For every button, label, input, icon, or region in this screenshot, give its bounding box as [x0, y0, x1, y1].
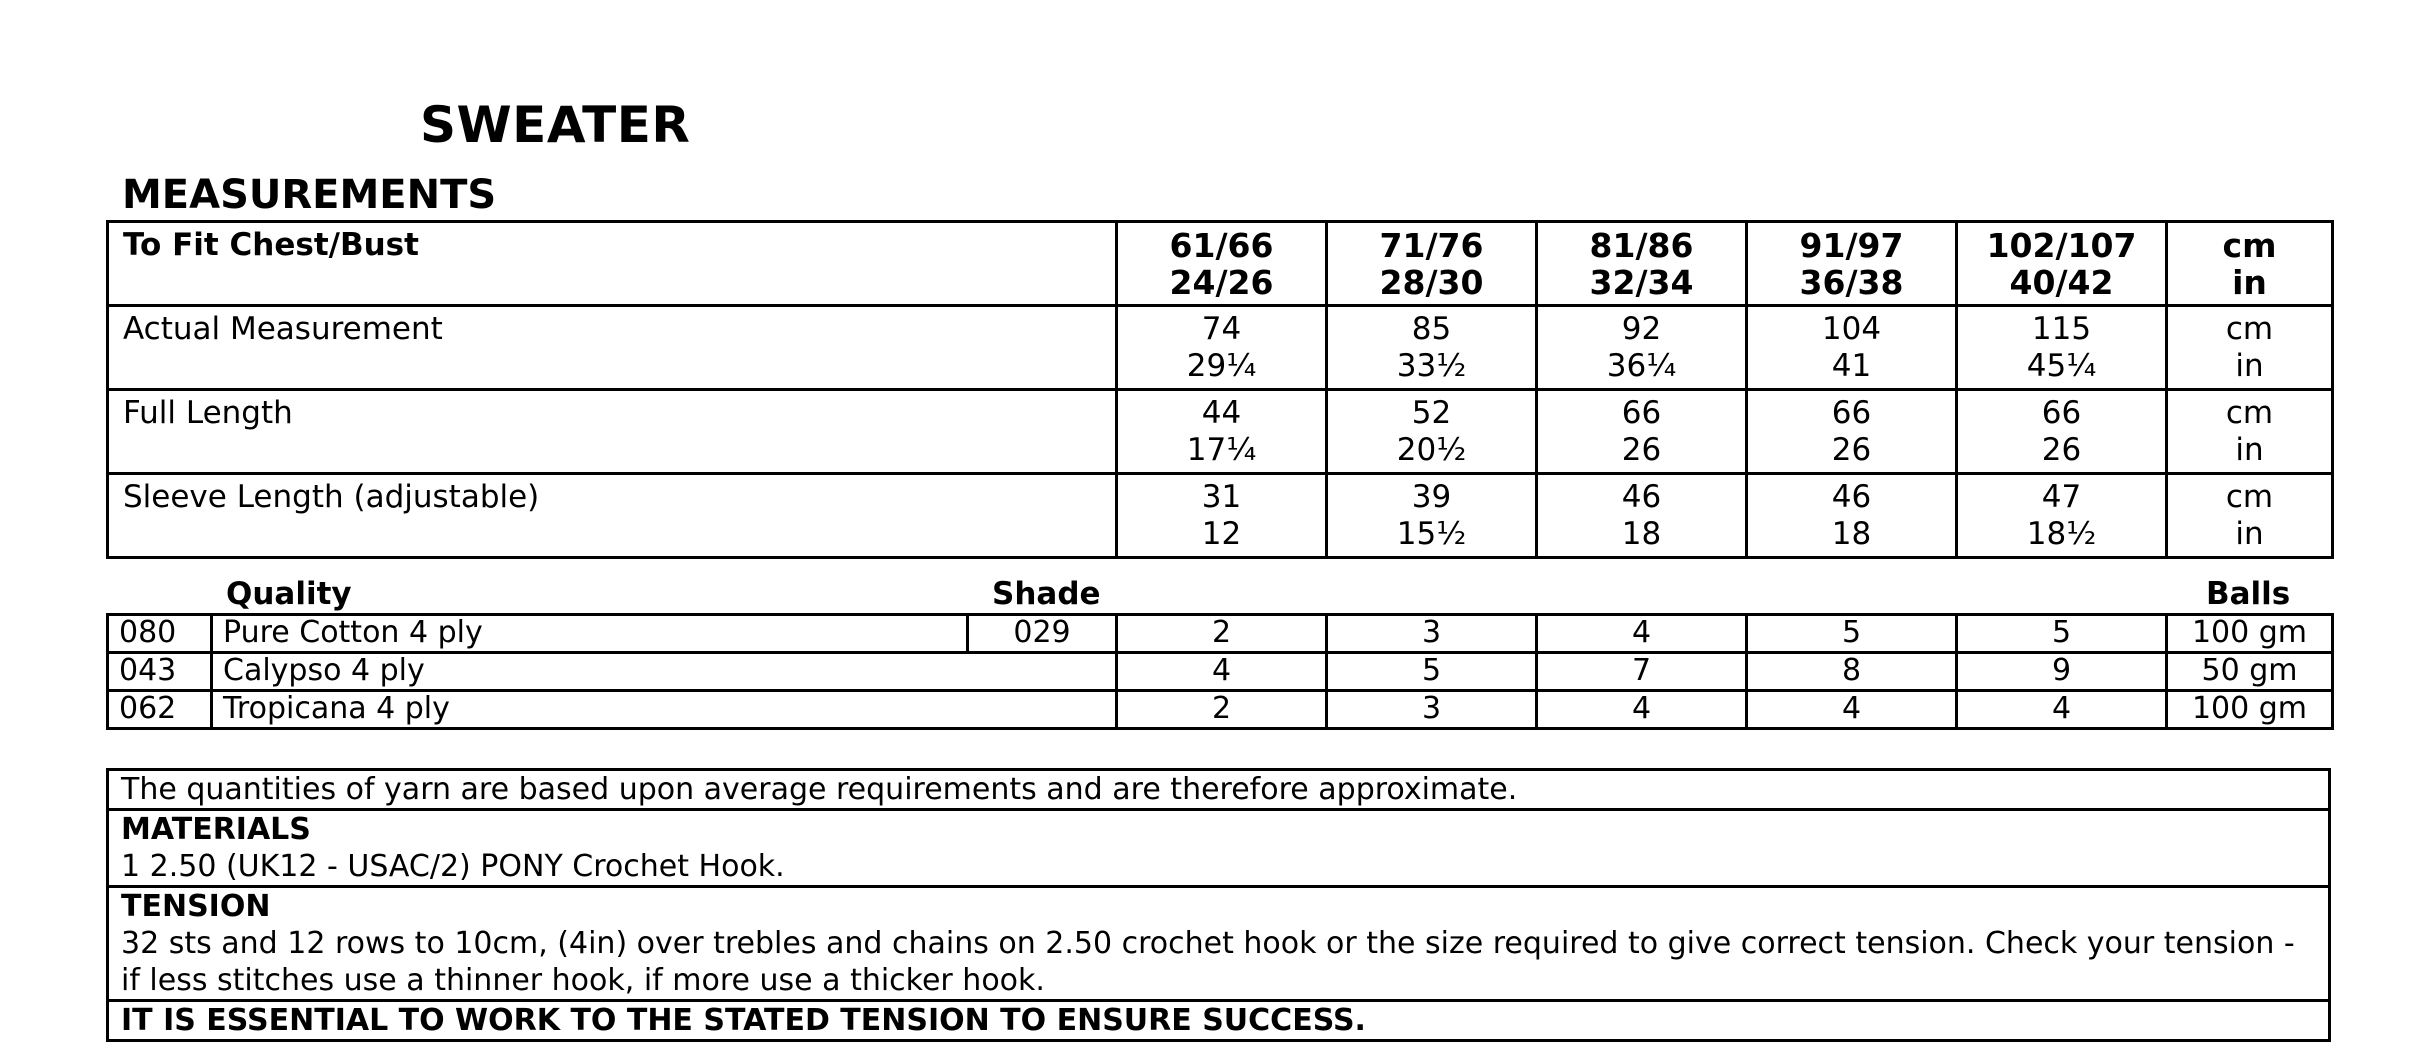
unit-cell: cm in [2167, 474, 2333, 558]
size-cell: 91/97 36/38 [1747, 222, 1957, 306]
ball-weight: 50 gm [2167, 653, 2333, 691]
balls-cell: 8 [1747, 653, 1957, 691]
quality-header: Quality [226, 576, 352, 612]
ball-weight: 100 gm [2167, 615, 2333, 653]
value-cell: 115 45¼ [1957, 306, 2167, 390]
yarn-code: 062 [108, 691, 212, 729]
value-cell: 66 26 [1957, 390, 2167, 474]
value-cell: 31 12 [1117, 474, 1327, 558]
size-cell: 71/76 28/30 [1327, 222, 1537, 306]
value-cell: 52 20½ [1327, 390, 1537, 474]
essential-note: IT IS ESSENTIAL TO WORK TO THE STATED TENSION TO ENSURE SUCCESS. [108, 1001, 2330, 1041]
value-cell: 66 26 [1537, 390, 1747, 474]
ball-weight: 100 gm [2167, 691, 2333, 729]
balls-cell: 2 [1117, 615, 1327, 653]
materials-heading: MATERIALS [121, 812, 311, 847]
table-row [108, 653, 2333, 691]
value-cell: 85 33½ [1327, 306, 1537, 390]
value-cell: 104 41 [1747, 306, 1957, 390]
quantities-note: The quantities of yarn are based upon average requirements and are therefore approximate. [108, 770, 2330, 810]
balls-cell: 3 [1327, 615, 1537, 653]
notes-table [106, 768, 2331, 1042]
balls-cell: 4 [1537, 615, 1747, 653]
measurements-table [106, 220, 2334, 559]
unit-cell: cm in [2167, 306, 2333, 390]
value-cell: 46 18 [1747, 474, 1957, 558]
materials-section [108, 810, 2330, 887]
balls-cell: 5 [1747, 615, 1957, 653]
table-row [108, 887, 2330, 1001]
table-row [108, 770, 2330, 810]
row-label: Sleeve Length (adjustable) [108, 474, 1117, 558]
yarn-shade: 029 [968, 615, 1117, 653]
balls-cell: 4 [1747, 691, 1957, 729]
balls-cell: 7 [1537, 653, 1747, 691]
table-row [108, 615, 2333, 653]
measurements-heading: MEASUREMENTS [122, 172, 497, 218]
table-row [108, 474, 2333, 558]
balls-cell: 4 [1117, 653, 1327, 691]
yarn-table [106, 613, 2334, 730]
materials-text: 1 2.50 (UK12 - USAC/2) PONY Crochet Hook. [121, 849, 785, 884]
yarn-quality: Calypso 4 ply [212, 653, 1117, 691]
row-label: Full Length [108, 390, 1117, 474]
value-cell: 74 29¼ [1117, 306, 1327, 390]
row-label: To Fit Chest/Bust [108, 222, 1117, 306]
table-row [108, 222, 2333, 306]
size-cell: 81/86 32/34 [1537, 222, 1747, 306]
unit-cell: cm in [2167, 222, 2333, 306]
table-row [108, 1001, 2330, 1041]
tension-text: 32 sts and 12 rows to 10cm, (4in) over trebles and chains on 2.50 crochet hook or the size required to give correct tension. Check your tension - [121, 926, 2295, 961]
value-cell: 92 36¼ [1537, 306, 1747, 390]
balls-cell: 5 [1957, 615, 2167, 653]
row-label: Actual Measurement [108, 306, 1117, 390]
table-row [108, 691, 2333, 729]
yarn-code: 080 [108, 615, 212, 653]
yarn-quality: Tropicana 4 ply [212, 691, 1117, 729]
value-cell: 46 18 [1537, 474, 1747, 558]
size-cell: 61/66 24/26 [1117, 222, 1327, 306]
balls-cell: 3 [1327, 691, 1537, 729]
unit-cell: cm in [2167, 390, 2333, 474]
tension-section [108, 887, 2330, 1001]
value-cell: 47 18½ [1957, 474, 2167, 558]
yarn-quality: Pure Cotton 4 ply [212, 615, 968, 653]
table-row [108, 390, 2333, 474]
yarn-code: 043 [108, 653, 212, 691]
balls-cell: 2 [1117, 691, 1327, 729]
table-row [108, 306, 2333, 390]
balls-cell: 4 [1957, 691, 2167, 729]
balls-cell: 4 [1537, 691, 1747, 729]
page-title: SWEATER [420, 96, 691, 154]
value-cell: 66 26 [1747, 390, 1957, 474]
balls-cell: 9 [1957, 653, 2167, 691]
shade-header: Shade [992, 576, 1101, 612]
tension-heading: TENSION [121, 889, 271, 924]
balls-cell: 5 [1327, 653, 1537, 691]
value-cell: 44 17¼ [1117, 390, 1327, 474]
value-cell: 39 15½ [1327, 474, 1537, 558]
table-row [108, 810, 2330, 887]
tension-text: if less stitches use a thinner hook, if more use a thicker hook. [121, 963, 1045, 998]
balls-header: Balls [2206, 576, 2291, 612]
size-cell: 102/107 40/42 [1957, 222, 2167, 306]
